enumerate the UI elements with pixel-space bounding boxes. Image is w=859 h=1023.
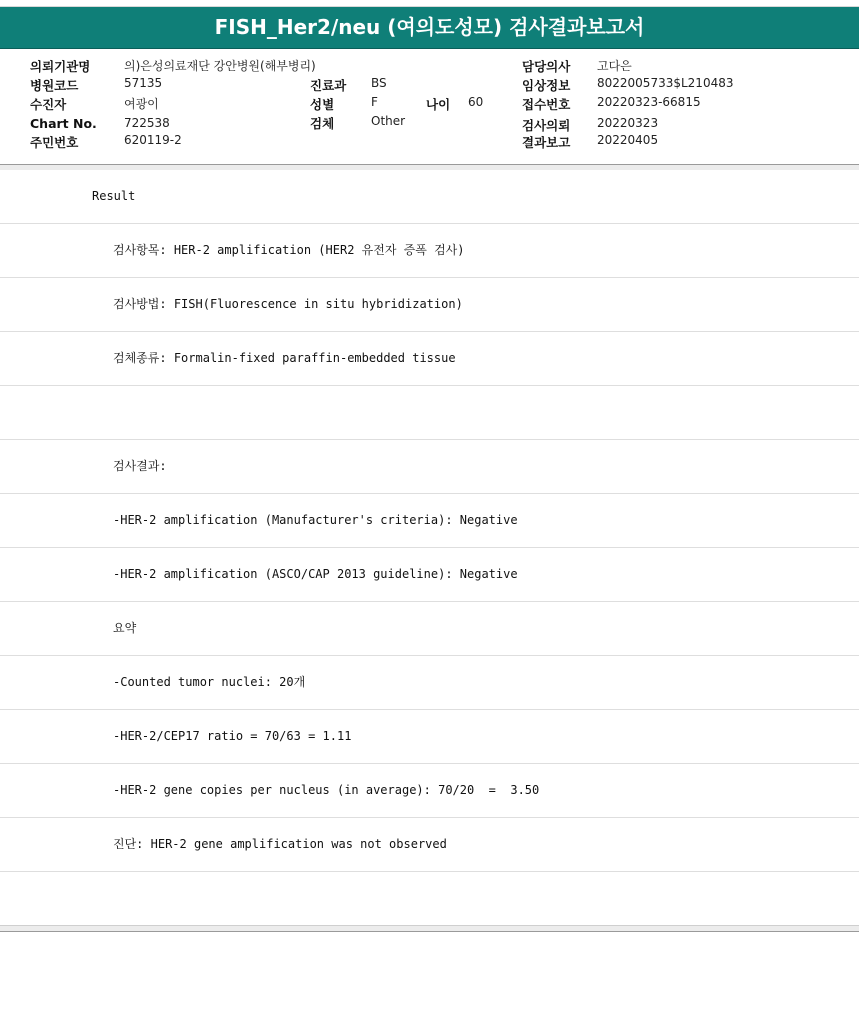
result-section (0, 170, 859, 926)
resident-no-label: 주민번호 (30, 135, 79, 150)
patient-info-section (0, 49, 859, 166)
patient-label: 수진자 (30, 97, 67, 112)
result-line: 요약 (0, 602, 859, 656)
top-margin (0, 0, 859, 7)
result-line: 검사결과: (0, 440, 859, 494)
report-title: FISH_Her2/neu (여의도성모) 검사결과보고서 (0, 7, 859, 49)
department-label: 진료과 (310, 78, 347, 93)
result-line: -Counted tumor nuclei: 20개 (0, 656, 859, 710)
result-line: -HER-2 gene copies per nucleus (in average): 70/20 = 3.50 (0, 764, 859, 818)
footer-divider (0, 925, 859, 932)
request-date-value: 20220323 (597, 116, 659, 130)
result-line: -HER-2 amplification (ASCO/CAP 2013 guideline): Negative (0, 548, 859, 602)
sex-label: 성별 (310, 97, 335, 112)
receipt-no-label: 접수번호 (522, 97, 571, 112)
age-label: 나이 (426, 97, 451, 112)
specimen-value: Other (371, 114, 406, 128)
request-date-label: 검사의뢰 (522, 118, 571, 133)
receipt-no-value: 20220323-66815 (597, 95, 701, 109)
result-line: -HER-2/CEP17 ratio = 70/63 = 1.11 (0, 710, 859, 764)
age-value: 60 (468, 95, 484, 109)
chart-no-value: 722538 (124, 116, 170, 130)
chart-no-label: Chart No. (30, 116, 97, 131)
report-date-value: 20220405 (597, 133, 659, 147)
result-heading: Result (0, 170, 859, 224)
hospital-code-label: 병원코드 (30, 78, 79, 93)
clinical-info-label: 임상정보 (522, 78, 571, 93)
doctor-label: 담당의사 (522, 59, 571, 74)
clinical-info-value: 8022005733$L210483 (597, 76, 734, 90)
result-line (0, 386, 859, 440)
institution-label: 의뢰기관명 (30, 59, 91, 74)
result-line (0, 872, 859, 926)
result-line: 진단: HER-2 gene amplification was not observed (0, 818, 859, 872)
report-date-label: 결과보고 (522, 135, 571, 150)
result-line: -HER-2 amplification (Manufacturer's criteria): Negative (0, 494, 859, 548)
department-value: BS (371, 76, 387, 90)
resident-no-value: 620119-2 (124, 133, 182, 147)
sex-value: F (371, 95, 378, 109)
specimen-label: 검체 (310, 116, 335, 131)
result-line: 검사항목: HER-2 amplification (HER2 유전자 증폭 검사) (0, 224, 859, 278)
result-line: 검사방법: FISH(Fluorescence in situ hybridization) (0, 278, 859, 332)
result-line: 검체종류: Formalin-fixed paraffin-embedded tissue (0, 332, 859, 386)
doctor-value: 고다은 (597, 59, 632, 73)
institution-value: 의)은성의료재단 강안병원(해부병리) (124, 59, 316, 73)
patient-value: 여광이 (124, 97, 159, 111)
hospital-code-value: 57135 (124, 76, 163, 90)
